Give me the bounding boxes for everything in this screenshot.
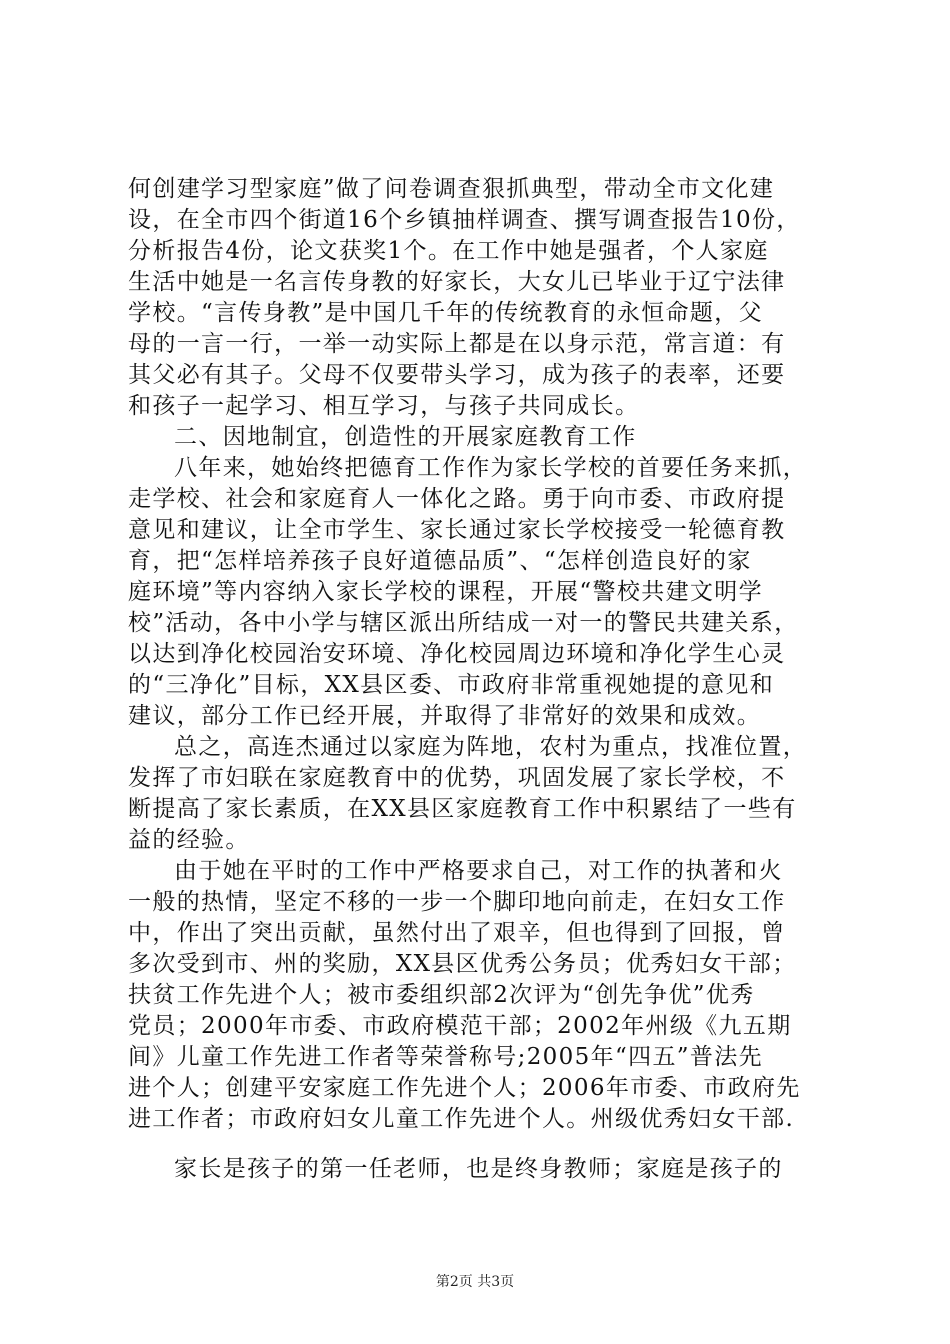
text-line: 庭环境”等内容纳入家长学校的课程，开展“警校共建文明学 (128, 579, 763, 605)
text-line: 建议，部分工作已经开展，并取得了非常好的效果和成效。 (128, 703, 762, 729)
text-line: 分析报告4份，论文获奖1个。在工作中她是强者，个人家庭 (128, 238, 769, 264)
text-line: 学校。“言传身教”是中国几千年的传统教育的永恒命题，父 (128, 300, 763, 326)
text-line: 总之，高连杰通过以家庭为阵地，农村为重点，找准位置， (174, 734, 808, 760)
section-heading: 二、因地制宜，创造性的开展家庭教育工作 (174, 424, 637, 450)
text-line: 家长是孩子的第一任老师，也是终身教师；家庭是孩子的 (174, 1156, 783, 1182)
text-line: 一般的热情，坚定不移的一步一个脚印地向前走，在妇女工作 (128, 889, 786, 915)
text-line: 和孩子一起学习、相互学习，与孩子共同成长。 (128, 393, 640, 419)
text-line: 意见和建议，让全市学生、家长通过家长学校接受一轮德育教 (128, 517, 786, 543)
text-line: 益的经验。 (128, 827, 250, 853)
text-line: 何创建学习型家庭”做了问卷调查狠抓典型，带动全市文化建 (128, 176, 775, 202)
text-line: 发挥了市妇联在家庭教育中的优势，巩固发展了家长学校，不 (128, 765, 786, 791)
text-line: 其父必有其子。父母不仅要带头学习，成为孩子的表率，还要 (128, 362, 786, 388)
text-line: 育，把“怎样培养孩子良好道德品质”、“怎样创造良好的家 (128, 548, 752, 574)
text-line: 多次受到市、州的奖励，XX县区优秀公务员；优秀妇女干部； (128, 951, 797, 977)
text-line: 由于她在平时的工作中严格要求自己，对工作的执著和火 (174, 858, 783, 884)
text-line: 进个人；创建平安家庭工作先进个人；2006年市委、市政府先 (128, 1075, 801, 1101)
text-line: 校”活动，各中小学与辖区派出所结成一对一的警民共建关系， (128, 610, 799, 636)
text-line: 以达到净化校园治安环境、净化校园周边环境和净化学生心灵 (128, 641, 786, 667)
page-number: 第2页 共3页 (435, 1274, 515, 1290)
text-line: 扶贫工作先进个人；被市委组织部2次评为“创先争优”优秀 (128, 982, 755, 1008)
text-line: 进工作者；市政府妇女儿童工作先进个人。州级优秀妇女干部. (128, 1106, 795, 1132)
text-line: 设，在全市四个街道16个乡镇抽样调查、撰写调查报告10份， (128, 207, 801, 233)
text-line: 母的一言一行，一举一动实际上都是在以身示范，常言道：有 (128, 331, 786, 357)
text-line: 八年来，她始终把德育工作作为家长学校的首要任务来抓， (174, 455, 808, 481)
text-line: 间》儿童工作先进工作者等荣誉称号;2005年“四五”普法先 (128, 1044, 763, 1070)
text-line: 断提高了家长素质，在XX县区家庭教育工作中积累结了一些有 (128, 796, 797, 822)
text-line: 走学校、社会和家庭育人一体化之路。勇于向市委、市政府提 (128, 486, 786, 512)
text-line: 的“三净化”目标，XX县区委、市政府非常重视她提的意见和 (128, 672, 775, 698)
text-line: 党员；2000年市委、市政府模范干部；2002年州级《九五期 (128, 1013, 792, 1039)
text-line: 生活中她是一名言传身教的好家长，大女儿已毕业于辽宁法律 (128, 269, 786, 295)
text-line: 中，作出了突出贡献，虽然付出了艰辛，但也得到了回报，曾 (128, 920, 786, 946)
